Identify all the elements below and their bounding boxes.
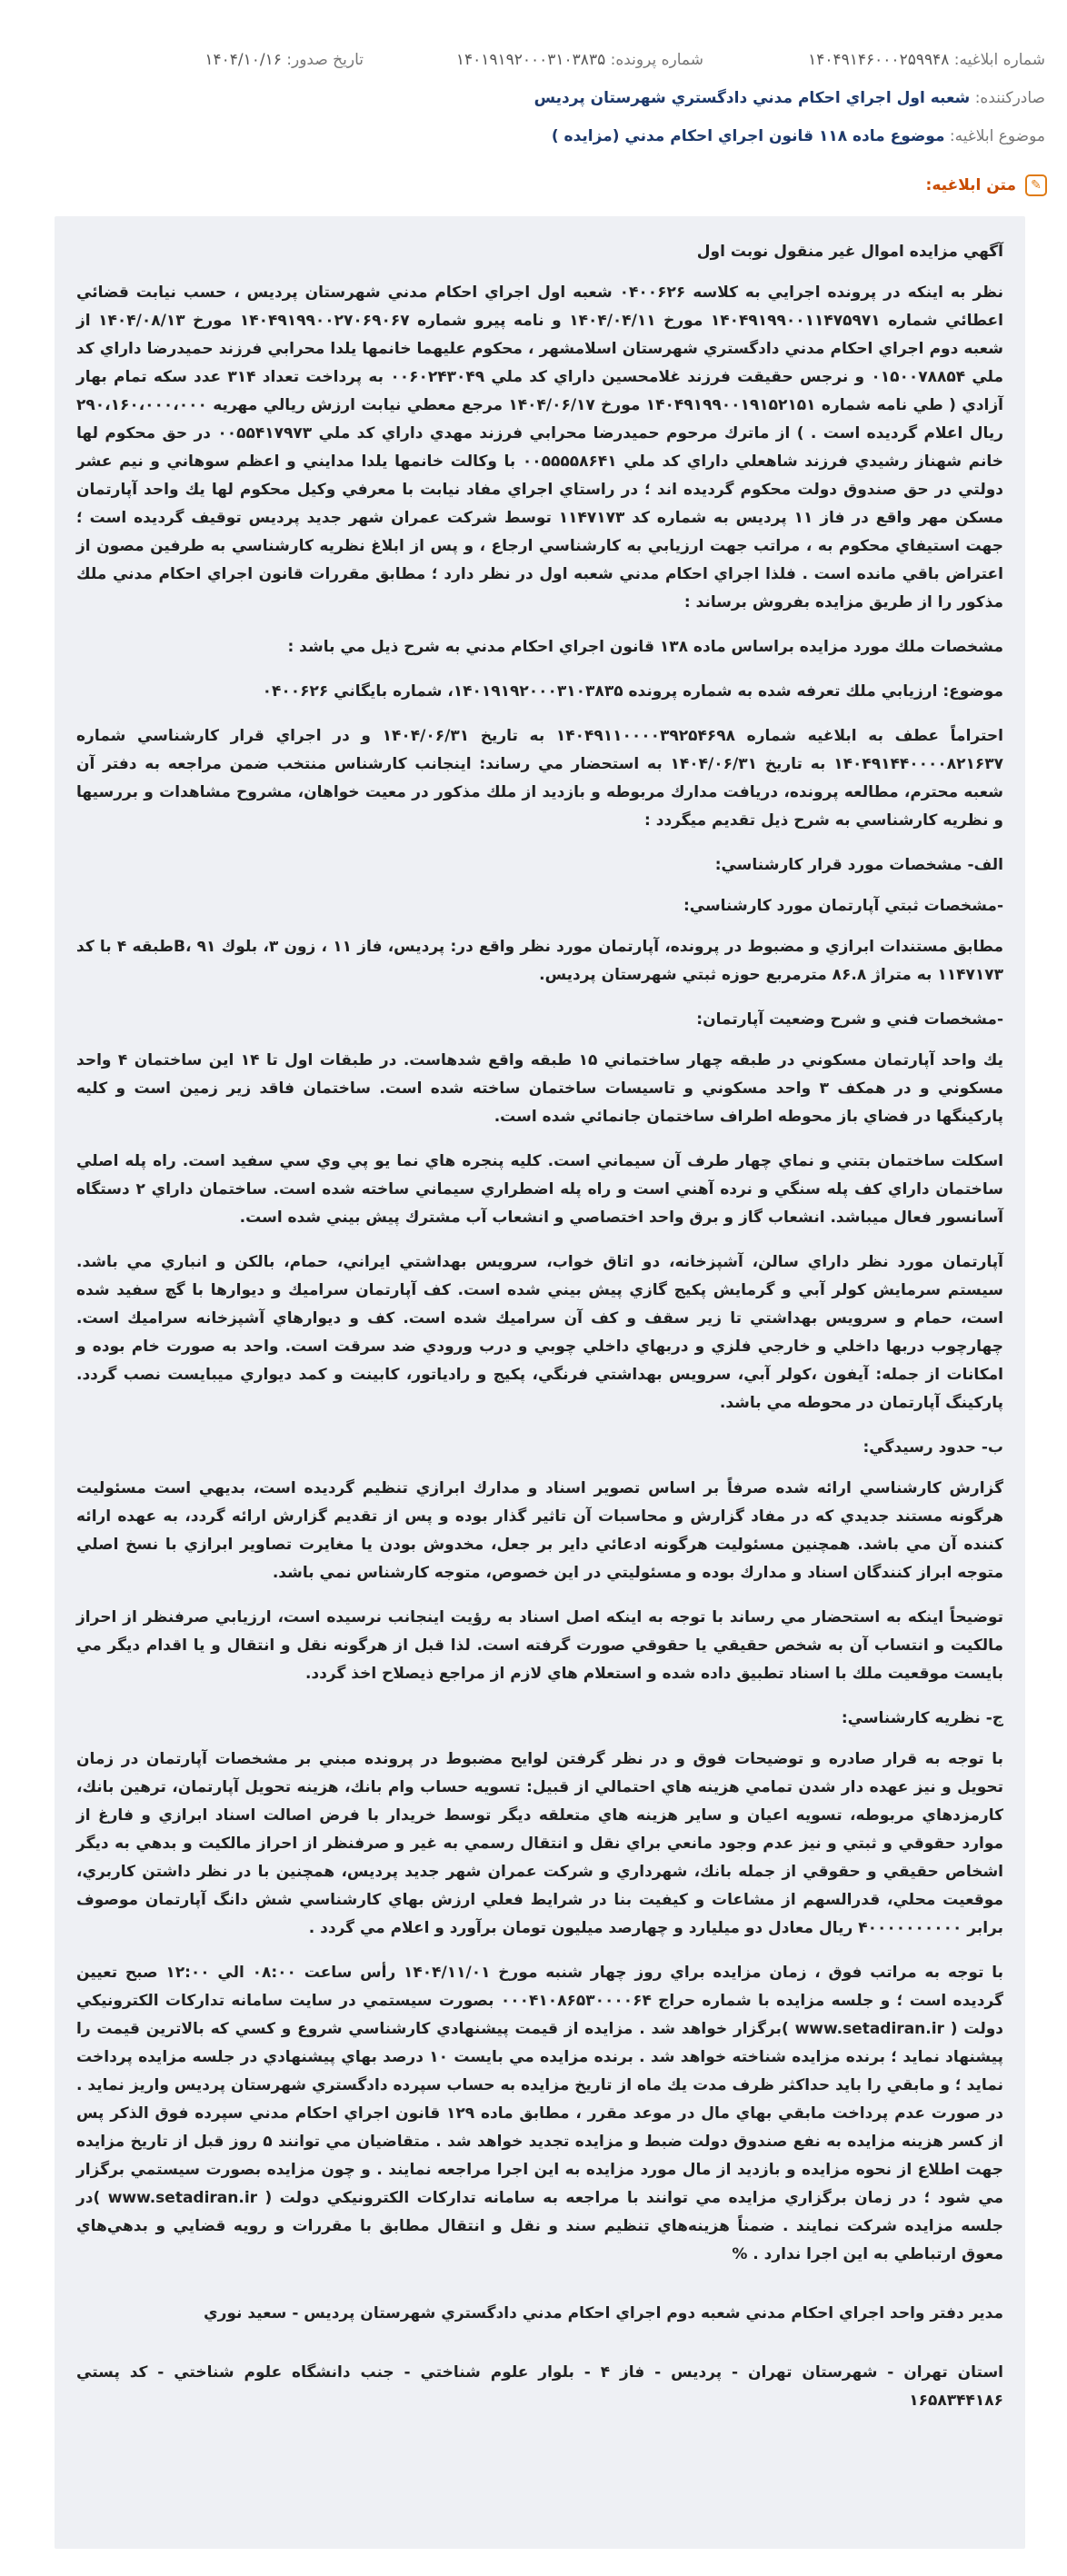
notice-text-heading: [926, 174, 1047, 196]
header-row-1: [0, 51, 1067, 87]
paragraph-address: استان تهران - شهرستان تهران - پرديس - فاز ۴ - بلوار علوم شناختي - جنب دانشگاه علوم شناختي - كد پستي ۱۶۵۸۳۴۴۱۸۶: [76, 2363, 1003, 2410]
notice-body-panel: [55, 216, 1025, 2549]
paragraph-spec-intro: مشخصات ملك مورد مزايده براساس ماده ۱۳۸ قانون اجراي احكام مدني به شرح ذيل مي باشد :: [287, 638, 1003, 656]
heading-section-b: ب- حدود رسيدگي:: [863, 1438, 1003, 1457]
case-number-label: شماره پرونده:: [610, 51, 703, 69]
paragraph-expert-reference: احتراماً عطف به ابلاغيه شماره ۱۴۰۴۹۱۱۰۰۰۰۳۹۲۵۴۶۹۸ به تاريخ ۱۴۰۴/۰۶/۳۱ و در اجراي قرار كارشناسي شماره ۱۴۰۴۹۱۴۴۰۰۰۰۸۲۱۶۳۷ به تاريخ ۱۴۰۴/۰۶/۳۱ به استحضار مي رساند: اينجانب كارشناس منتخب ضمن مراجعه به دفتر آن شعبه محترم، مطالعه پرونده، دريافت مدارك مربوطه و بازديد از ملك مذكور در معيت خواهان، مشروح مشاهدات و بررسيها و نظريه كارشناسي به شرح ذيل تقديم ميگردد :: [76, 727, 1004, 830]
paragraph-subject: موضوع: ارزيابي ملك تعرفه شده به شماره پرونده ۱۴۰۱۹۱۹۲۰۰۰۳۱۰۳۸۳۵، شماره بايگاني ۰۴۰۰۶۲۶: [262, 682, 1003, 701]
notice-number: [808, 51, 1045, 69]
header-row-3: [0, 127, 1067, 164]
subject: [552, 127, 1045, 145]
heading-technical-specs: -مشخصات فني و شرح وضعيت آپارتمان:: [696, 1010, 1003, 1029]
heading-section-c: ج- نظريه كارشناسي:: [841, 1709, 1003, 1727]
notice-number-value: ۱۴۰۴۹۱۴۶۰۰۰۲۵۹۹۴۸: [808, 51, 950, 69]
paragraph-scope: گزارش كارشناسي ارائه شده صرفاً بر اساس تصوير اسناد و مدارك ابرازي تنظيم گرديده است، بديهي است مسئوليت هرگونه مستند جديدي كه در مفاد گزارش و محاسبات آن تاثير گذار بوده و پس از تقديم گزارش ارائه گردد، به عهده ارائه كننده آن مي باشد. همچنين مسئوليت هرگونه ادعائي داير بر جعل، مخدوش بودن يا مغايرت تصاوير ابرازي با نسخ اصلي متوجه ابراز كنندگان اسناد و مدارك بوده و مسئوليتي در اين خصوص، متوجه كارشناس نمي باشد.: [76, 1479, 1003, 1582]
issuer-label: صادرکننده:: [974, 89, 1045, 107]
paragraph-building: يك واحد آپارتمان مسكوني در طبقه چهار ساختماني ۱۵ طبقه واقع شدهاست. در طبقات اول تا ۱۴ اين ساختمان ۴ واحد مسكوني و در همكف ۳ واحد مسكوني و تاسيسات ساختمان ساخته شده است. ساختمان فاقد زير زمين است و كليه پاركينگها در فضاي باز محوطه اطراف ساختمان جانمائي شده است.: [76, 1051, 1003, 1126]
issue-date: [204, 51, 364, 69]
note-icon: ✎: [1025, 174, 1047, 196]
notice-text-title: متن ابلاغيه:: [925, 176, 1016, 194]
subject-value: موضوع ماده ۱۱۸ قانون اجراي احکام مدني (مزايده ): [551, 127, 945, 145]
auction-title: آگهي مزايده اموال غير منقول نوبت اول: [696, 243, 1003, 261]
issue-date-label: تاريخ صدور:: [286, 51, 364, 69]
paragraph-intro: نظر به اينكه در پرونده اجرايي به كلاسه ۰۴۰۰۶۲۶ شعبه اول اجراي احكام مدني شهرستان پرديس ، حسب نيابت قضائي اعطائي شماره ۱۴۰۴۹۱۹۹۰۰۱۱۴۷۵۹۷۱ مورخ ۱۴۰۴/۰۴/۱۱ و نامه پيرو شماره ۱۴۰۴۹۱۹۹۰۰۲۷۰۶۹۰۶۷ مورخ ۱۴۰۴/۰۸/۱۳ از شعبه دوم اجراي احكام مدني دادگستري شهرستان اسلامشهر ، محكوم عليهما خانمها يلدا محرابي فرزند حميدرضا داراي كد ملي ۰۱۵۰۰۷۸۸۵۴ و نرجس حقيقت فرزند غلامحسين داراي كد ملي ۰۰۶۰۲۴۳۰۴۹ به پرداخت تعداد ۳۱۴ عدد سكه تمام بهار آزادي ( طي نامه شماره ۱۴۰۴۹۱۹۹۰۰۱۹۱۵۲۱۵۱ مورخ ۱۴۰۴/۰۶/۱۷ مرجع معطي نيابت ارزش ريالي مهريه ۲۹۰،۱۶۰،۰۰۰،۰۰۰ ريال اعلام گرديده است . ) از ماترك مرحوم حميدرضا محرابي فرزند مهدي داراي كد ملي ۰۰۵۵۴۱۷۹۷۳ در حق محكوم لها خانم شهناز رشيدي فرزند شاهعلي داراي كد ملي ۰۰۵۵۵۵۸۶۴۱ با وكالت خانمها يلدا مدايني و اعظم سوهاني و نيم عشر دولتي در حق صندوق دولت محكوم گرديده اند ؛ در راستاي اجراي مفاد نيابت با معرفي وكيل محكوم لها يك واحد آپارتمان مسكن مهر واقع در فاز ۱۱ پرديس به شماره كد ۱۱۴۷۱۷۳ توسط شركت عمران شهر جديد پرديس توقيف گرديده است ؛ جهت استيفاي محكوم به ، مراتب جهت ارزيابي به كارشناسي ارجاع ، و پس از ابلاغ نظريه كارشناسي به طرفين مصون از اعتراض باقي مانده است . فلذا اجراي احكام مدني شعبه اول در نظر دارد ؛ مطابق مقررات قانون اجراي احكام مدني ملك مذكور را از طريق مزايده بفروش برساند :: [76, 283, 1004, 612]
heading-section-a: الف- مشخصات مورد قرار كارشناسي:: [714, 856, 1003, 874]
header-row-2: [0, 89, 1067, 125]
issuer: [534, 89, 1045, 107]
paragraph-auction-terms: با توجه به مراتب فوق ، زمان مزايده براي روز چهار شنبه مورخ ۱۴۰۴/۱۱/۰۱ رأس ساعت ۰۸:۰۰ الي ۱۲:۰۰ صبح تعيين گرديده است ؛ و جلسه مزايده با شماره حراج ۰۰۰۴۱۰۸۶۵۳۰۰۰۰۶۴ بصورت سيستمي در سايت سامانه تدارکات الکترونيکي دولت ( www.setadiran.ir )برگزار خواهد شد . مزايده از قيمت پيشنهادي كارشناسي شروع و كسي كه بالاترين قيمت را پيشنهاد نمايد ؛ برنده مزايده شناخته خواهد شد . برنده مزايده مي بايست ۱۰ درصد بهاي پيشنهادي در جلسه مزايده پرداخت نمايد ؛ و مابقي را بايد حداكثر ظرف مدت يك ماه از تاريخ مزايده به حساب سپرده دادگستري شهرستان پرديس واريز نمايد . در صورت عدم پرداخت مابقي بهاي مال در موعد مقرر ، مطابق ماده ۱۲۹ قانون اجراي احكام مدني سپرده فوق الذكر پس از كسر هزينه مزايده به نفع صندوق دولت ضبط و مزايده تجديد خواهد شد . متقاضيان مي توانند ۵ روز قبل از تاريخ مزايده جهت اطلاع از نحوه مزايده و بازديد از مال مورد مزايده به اين اجرا مراجعه نمايند . و چون مزايده بصورت سيستمي برگزار مي شود ؛ در زمان برگزاري مزايده مي توانند با مراجعه به سامانه تدارکات الکترونيکي دولت ( www.setadiran.ir )در جلسه مزايده شركت نمايند . ضمناً هزينه‌هاي تنظيم سند و نقل و انتقال مطابق با مقررات و رويه قضايي و بدهي‌هاي معوق ارتباطي به اين اجرا ندارد . %: [76, 1964, 1004, 2263]
paragraph-apartment: آپارتمان مورد نظر داراي سالن، آشپزخانه، دو اتاق خواب، سرويس بهداشتي ايراني، حمام، بالكن و انباري مي باشد. سيستم سرمايش كولر آبي و گرمايش پكيج گازي پيش بيني شده است. كف آپارتمان سراميك و ديوارها با گچ سفيد شده است، حمام و سرويس بهداشتي تا زير سقف و كف آن سراميك شده است. كف و ديوارهاي آشپزخانه سراميك است. چهارچوب دربها داخلي و خارجي فلزي و دربهاي داخلي چوبي و درب ورودي ضد سرقت است. واحد به صورت خام بوده و امكانات از جمله: آيفون ،كولر آبي، سرويس بهداشتي فرنگي، پكيج و رادياتور، كابينت و كمد ديواري ميبايست نصب گردد. پاركينگ آپارتمان در محوطه مي باشد.: [76, 1253, 1003, 1412]
paragraph-signatory: مدير دفتر واحد اجراي احكام مدني شعبه دوم اجراي احكام مدني دادگستري شهرستان پرديس - سعيد نوري: [204, 2304, 1003, 2322]
paragraph-registration: مطابق مستندات ابرازي و مضبوط در پرونده، آپارتمان مورد نظر واقع در: پرديس، فاز ۱۱ ، زون ۳، بلوك B، ۹۱طبقه ۴ با كد ۱۱۴۷۱۷۳ به متراژ ۸۶.۸ مترمربع حوزه ثبتي شهرستان پرديس.: [76, 938, 1003, 984]
case-number: [456, 51, 703, 69]
subject-label: موضوع ابلاغيه:: [949, 127, 1045, 145]
heading-registration-specs: -مشخصات ثبتي آپارتمان مورد كارشناسي:: [683, 897, 1003, 915]
paragraph-valuation: با توجه به قرار صادره و توضيحات فوق و در نظر گرفتن لوايح مضبوط در پرونده مبني بر مشخصات آپارتمان در زمان تحويل و نيز عهده دار شدن تمامي هزينه هاي احتمالي از قبيل: تسويه حساب وام بانك، هزينه تحويل آپارتمان، ترهين بانك، كارمزدهاي مربوطه، تسويه اعيان و ساير هزينه هاي متعلقه ديگر توسط خريدار با فرض اصالت اسناد ابرازي و فارغ از موارد حقوقي و ثبتي و نيز عدم وجود مانعي براي نقل و انتقال رسمي به غير و صرفنظر از احراز مالكيت و بدهي به ديگر اشخاص حقيقي و حقوقي از جمله بانك، شهرداري و شركت عمران شهر جديد پرديس، همچنين با در نظر داشتن كاربري، موقعيت محلي، قدرالسهم از مشاعات و كيفيت بنا در شرايط فعلي ارزش بهاي كارشناسي شش دانگ آپارتمان موصوف برابر ۴۰۰۰۰۰۰۰۰۰۰ ريال معادل دو ميليارد و چهارصد ميليون تومان برآورد و اعلام مي گردد .: [76, 1750, 1003, 1937]
notice-number-label: شماره ابلاغيه:: [953, 51, 1045, 69]
issue-date-value: ۱۴۰۴/۱۰/۱۶: [204, 51, 282, 69]
case-number-value: ۱۴۰۱۹۱۹۲۰۰۰۳۱۰۳۸۳۵: [455, 51, 606, 69]
paragraph-structure: اسكلت ساختمان بتني و نماي چهار طرف آن سيماني است. كليه پنجره هاي نما يو پي وي سي سفيد است. راه پله اصلي ساختمان داراي كف پله سنگي و نرده آهني است و راه پله اضطراري سيماني ساخته شده است. ساختمان داراي ۲ دستگاه آسانسور فعال ميباشد. انشعاب گاز و برق واحد اختصاصي و انشعاب آب مشترك پيش بيني شده است.: [76, 1152, 1003, 1227]
paragraph-ownership-note: توضيحاً اينكه به استحضار مي رساند با توجه به اينكه اصل اسناد به رؤيت اينجانب نرسيده است، ارزيابي صرفنظر از احراز مالكيت و انتساب آن به شخص حقيقي يا حقوقي صورت گرفته است. لذا قبل از هرگونه نقل و انتقال و يا اقدام ديگر مي بايست موقعيت ملك با اسناد تطبيق داده شده و استعلام هاي لازم از مراجع ذيصلاح اخذ گردد.: [76, 1608, 1003, 1683]
issuer-value: شعبه اول اجراي احكام مدني دادگستري شهرستان پرديس: [534, 89, 971, 107]
